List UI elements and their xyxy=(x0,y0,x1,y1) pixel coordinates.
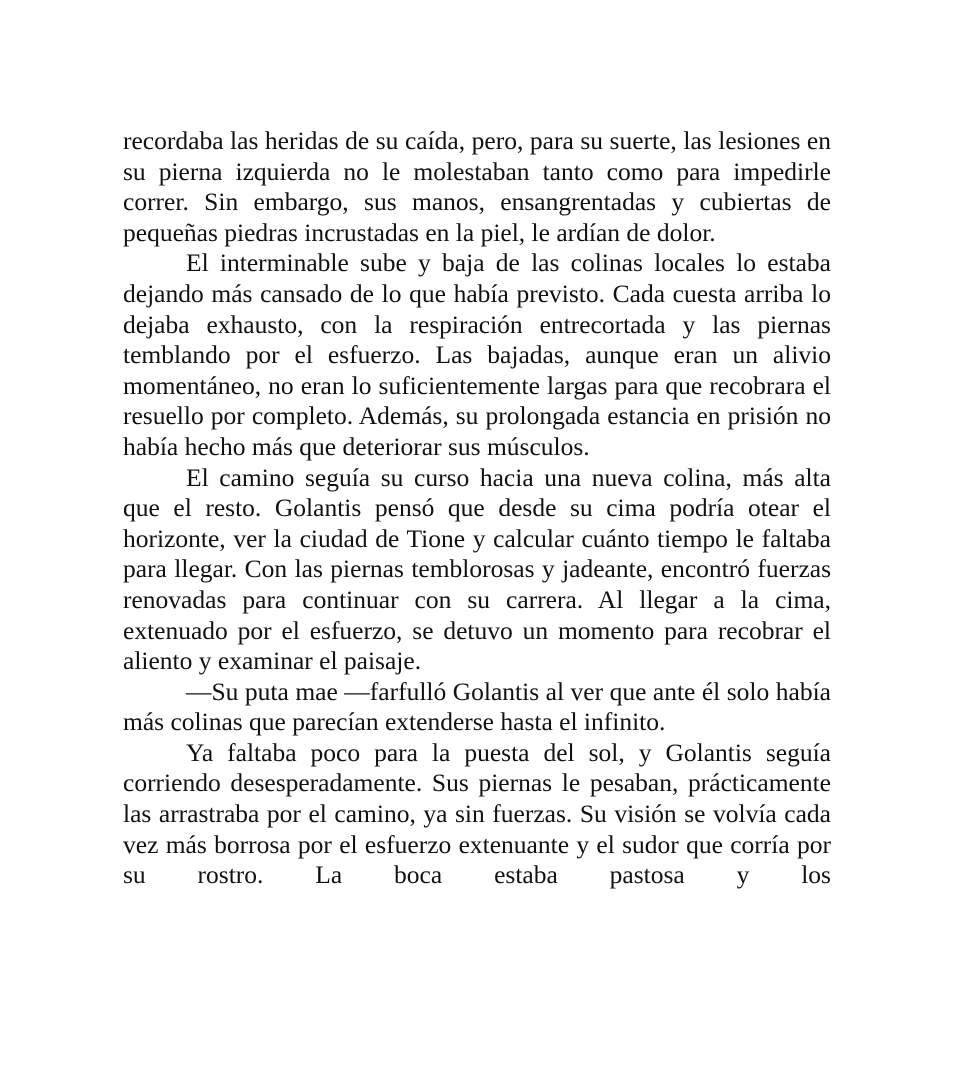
paragraph-3: El camino seguía su curso hacia una nueva colina, más alta que el resto. Golantis pensó que desde su cima podría otear el horizonte, ver la ciudad de Tione y calcular cuánto tiempo le faltaba para llegar. Con las piernas temblorosas y jadeante, encontró fuerzas renovadas para continuar con su carrera. Al llegar a la cima, extenuado por el esfuerzo, se detuvo un momento para recobrar el aliento y examinar el paisaje. xyxy=(123,462,831,676)
document-page xyxy=(123,126,831,891)
paragraph-2: El interminable sube y baja de las colinas locales lo estaba dejando más cansado de lo que había previsto. Cada cuesta arriba lo dejaba exhausto, con la respiración entrecortada y las piernas temblando por el esfuerzo. Las bajadas, aunque eran un alivio momentáneo, no eran lo suficientemente largas para que recobrara el resuello por completo. Además, su prolongada estancia en prisión no había hecho más que deteriorar sus músculos. xyxy=(123,248,831,461)
paragraph-5: Ya faltaba poco para la puesta del sol, y Golantis seguía corriendo desesperadamente. Sus piernas le pesaban, prácticamente las arrastraba por el camino, ya sin fuerzas. Su visión se volvía cada vez más borrosa por el esfuerzo extenuante y el sudor que corría por su rostro. La boca estaba pastosa y los xyxy=(123,737,831,890)
paragraph-4: —Su puta mae —farfulló Golantis al ver que ante él solo había más colinas que parecían extenderse hasta el infinito. xyxy=(123,676,831,737)
paragraph-1: recordaba las heridas de su caída, pero, para su suerte, las lesiones en su pierna izquierda no le molestaban tanto como para impedirle correr. Sin embargo, sus manos, ensangrentadas y cubiertas de pequeñas piedras incrustadas en la piel, le ardían de dolor. xyxy=(123,126,831,247)
